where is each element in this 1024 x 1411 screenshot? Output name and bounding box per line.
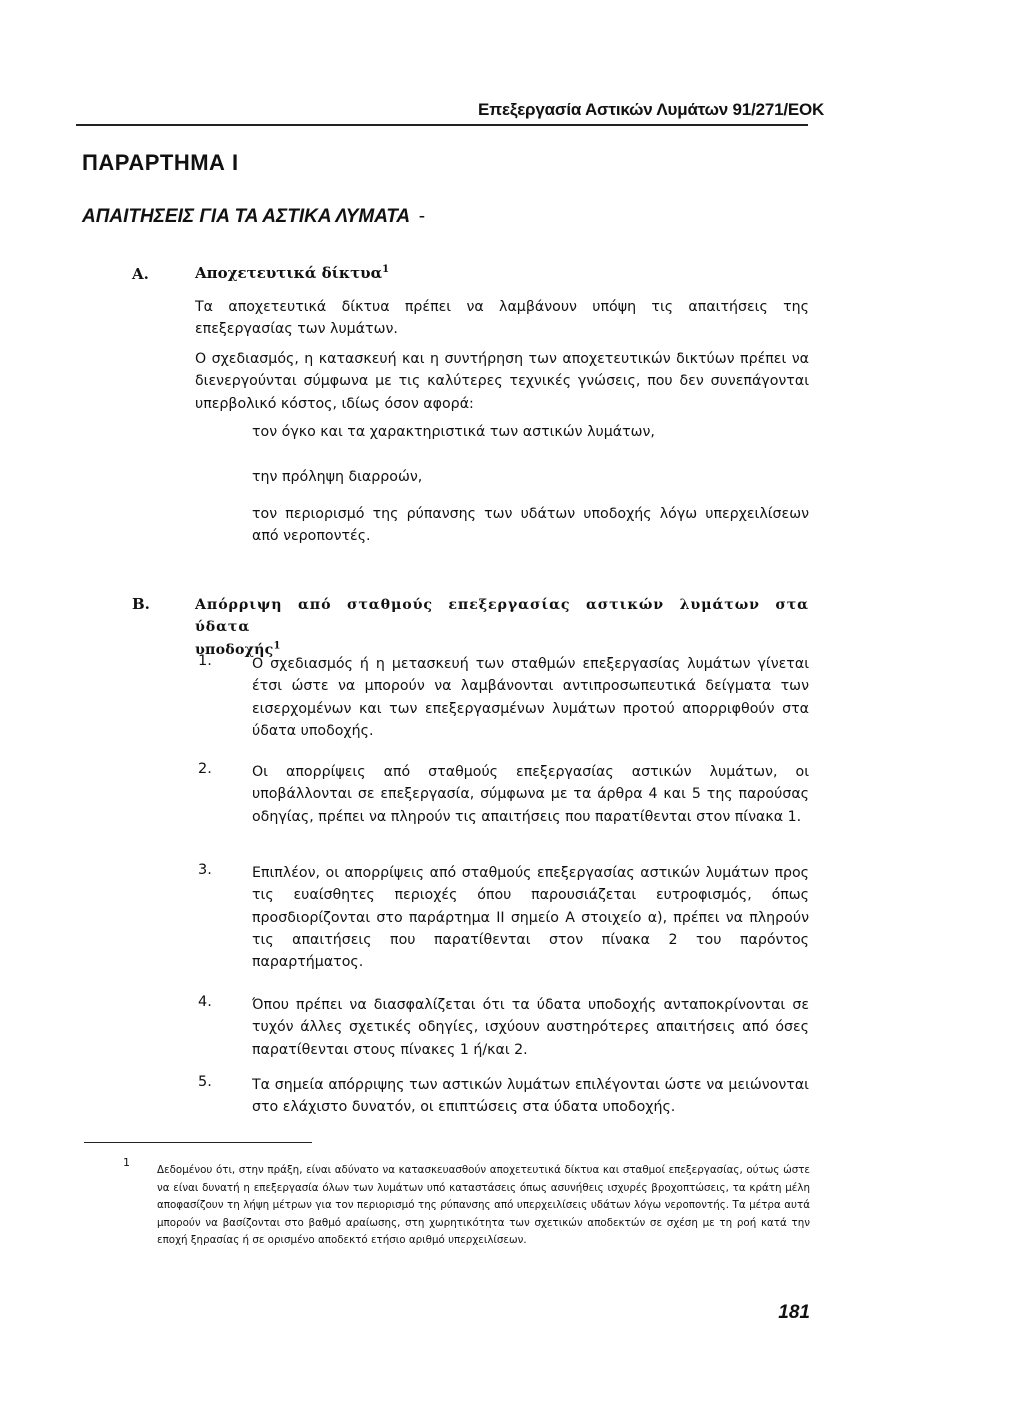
section-a-letter: Α. <box>132 265 149 283</box>
item-2-text: Οι απορρίψεις από σταθμούς επεξεργασίας αστικών λυμάτων, οι υποβάλλονται σε επεξεργασία, σύμφωνα με τα άρθρα 4 και 5 της παρούσας οδηγίας, πρέπει να πληρούν τις απαιτήσεις που παρατίθενται στον πίνακα 1. <box>252 764 809 825</box>
item-4-text: Όπου πρέπει να διασφαλίζεται ότι τα ύδατα υποδοχής ανταποκρίνονται σε τυχόν άλλες σχετικές οδηγίες, ισχύουν αυστηρότερες απαιτήσεις από όσες παρατίθενται στους πίνακες 1 ή/και 2. <box>252 997 809 1058</box>
item-3-number: 3. <box>198 862 212 878</box>
footnote-mark: 1 <box>123 1156 130 1169</box>
section-b-heading <box>195 594 809 661</box>
running-header: Επεξεργασία Αστικών Λυμάτων 91/271/ΕΟΚ <box>478 100 825 119</box>
section-b-letter: Β. <box>132 595 150 613</box>
footnote-rule <box>84 1142 312 1143</box>
section-a-footnote-ref: 1 <box>382 264 390 275</box>
item-2-number: 2. <box>198 761 212 777</box>
section-a-intro: Τα αποχετευτικά δίκτυα πρέπει να λαμβάνουν υπόψη τις απαιτήσεις της επεξεργασίας των λυμάτων. <box>195 299 809 338</box>
section-a-heading-text: Αποχετευτικά δίκτυα <box>195 264 383 282</box>
section-b-heading-line-1: Απόρριψη από σταθμούς επεξεργασίας αστικών λυμάτων στα ύδατα <box>195 597 809 636</box>
header-rule <box>76 124 808 126</box>
section-a-heading <box>195 264 389 282</box>
section-a-body: Ο σχεδιασμός, η κατασκευή και η συντήρηση των αποχετευτικών δικτύων πρέπει να διενεργούνται σύμφωνα με τις καλύτερες τεχνικές γνώσεις, που δεν συνεπάγονται υπερβολικό κόστος, ιδίως όσον αφορά: <box>195 351 809 412</box>
item-1-text: Ο σχεδιασμός ή η μετασκευή των σταθμών επεξεργασίας λυμάτων γίνεται έτσι ώστε να μπορούν να λαμβάνονται αντιπροσωπευτικά δείγματα των εισερχομένων και των επεξεργασμένων λυμάτων προτού απορριφθούν στα ύδατα υποδοχής. <box>252 656 809 739</box>
section-b-footnote-ref: 1 <box>273 639 281 651</box>
item-5-text: Τα σημεία απόρριψης των αστικών λυμάτων επιλέγονται ώστε να μειώνονται στο ελάχιστο δυνατόν, οι επιπτώσεις στα ύδατα υποδοχής. <box>252 1077 809 1116</box>
section-a-bullet-2: την πρόληψη διαρροών, <box>252 469 423 485</box>
item-3-text: Επιπλέον, οι απορρίψεις από σταθμούς επεξεργασίας αστικών λυμάτων προς τις ευαίσθητες περιοχές όπου παρουσιάζεται ευτροφισμός, όπως προσδιορίζονται στο παράρτημα ΙΙ σημείο Α στοιχείο α), πρέπει να πληρούν τις απαιτήσεις που παρατίθενται στον πίνακα 2 του παρόντος παραρτήματος. <box>252 865 809 971</box>
annex-subtitle-text: ΑΠΑΙΤΗΣΕΙΣ ΓΙΑ ΤΑ ΑΣΤΙΚΑ ΛΥΜΑΤΑ <box>82 206 410 227</box>
annex-title: ΠΑΡΑΡΤΗΜΑ Ι <box>82 150 239 175</box>
section-b-heading-line-2-text: υποδοχής <box>195 641 274 658</box>
annex-subtitle <box>82 206 425 228</box>
item-1-number: 1. <box>198 653 212 669</box>
item-5-number: 5. <box>198 1074 212 1090</box>
footnote-text: Δεδομένου ότι, στην πράξη, είναι αδύνατο να κατασκευασθούν αποχετευτικά δίκτυα και σταθμοί επεξεργασίας, ούτως ώστε να είναι δυνατή η επεξεργασία όλων των λυμάτων υπό καταστάσεις όπως ασυνήθεις ισχυρές βροχοπτώσεις, τα κράτη μέλη αποφασίζουν τη λήψη μέτρων για τον περιορισμό της ρύπανσης από υπερχειλίσεις υδάτων λόγω νεροποντής. Τα μέτρα αυτά μπορούν να βασίζονται στο βαθμό αραίωσης, στη χωρητικότητα των σχετικών αποδεκτών σε σχέση με τη ροή κατά την εποχή ξηρασίας ή σε ορισμένο αποδεκτό ετήσιο αριθμό υπερχειλίσεων. <box>157 1164 810 1247</box>
item-4-number: 4. <box>198 994 212 1010</box>
page-number: 181 <box>778 1302 810 1323</box>
annex-subtitle-dash: - <box>418 206 426 227</box>
section-a-bullet-3: τον περιορισμό της ρύπανσης των υδάτων υποδοχής λόγω υπερχειλίσεων από νεροποντές. <box>252 506 809 545</box>
section-a-bullet-1: τον όγκο και τα χαρακτηριστικά των αστικών λυμάτων, <box>252 424 655 440</box>
